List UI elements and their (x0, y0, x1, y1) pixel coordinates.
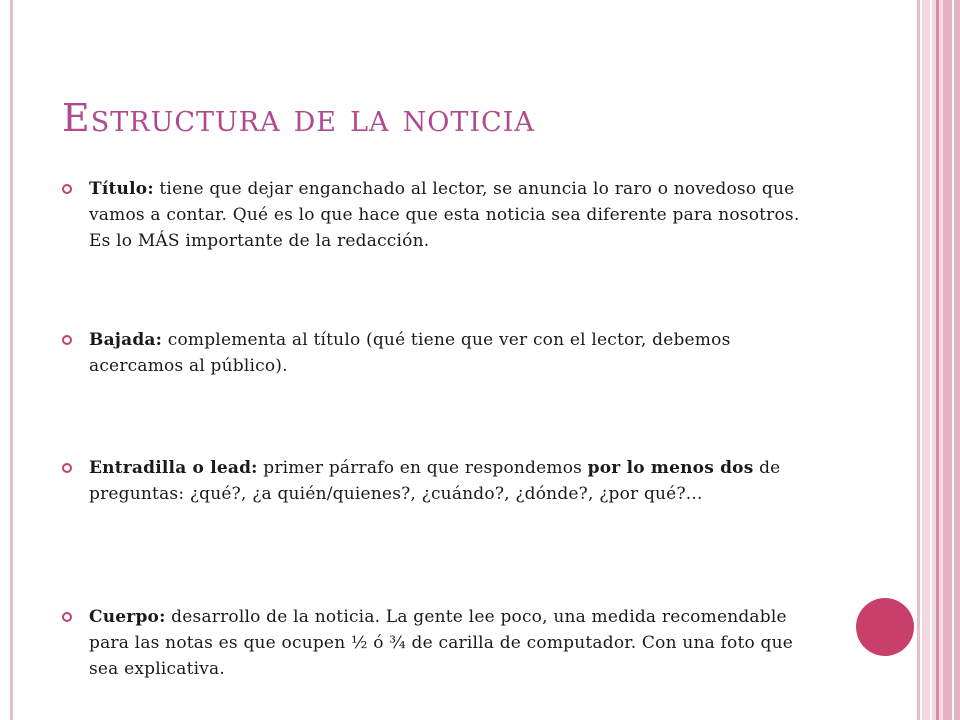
bullet-text (89, 327, 822, 379)
bullet-text (89, 455, 822, 507)
bullet-item-bajada (62, 327, 822, 379)
bullet-label: Bajada: (89, 330, 163, 350)
bullet-item-entradilla (62, 455, 822, 507)
bullet-label: Entradilla o lead: (89, 458, 258, 478)
bullet-item-titulo (62, 176, 822, 254)
bullet-label: Título: (89, 179, 154, 199)
bullet-circle-icon (62, 612, 72, 622)
right-stripe (936, 0, 939, 720)
slide-title: Estructura de la noticia (62, 96, 535, 140)
bullet-circle-icon (62, 184, 72, 194)
bullet-item-cuerpo (62, 604, 822, 682)
bullet-text (89, 176, 822, 254)
bullet-emphasis: por lo menos dos (587, 458, 754, 478)
bullet-label: Cuerpo: (89, 607, 166, 627)
bullet-text (89, 604, 822, 682)
bullet-circle-icon (62, 463, 72, 473)
right-stripe (952, 0, 954, 720)
bullet-body: de preguntas: ¿qué?, ¿a quién/quienes?, ¿cuándo?, ¿dónde?, ¿por qué?... (89, 458, 781, 504)
right-stripe (930, 0, 932, 720)
bullet-body: complementa al título (qué tiene que ver con el lector, debemos acercamos al público). (89, 330, 731, 376)
right-stripe (917, 0, 920, 720)
bullet-body: tiene que dejar enganchado al lector, se anuncia lo raro o novedoso que vamos a contar. Qué es lo que hace que esta noticia sea diferente para nosotros. Es lo MÁS importante de la redacción. (89, 179, 800, 251)
bullet-circle-icon (62, 335, 72, 345)
bullet-body: desarrollo de la noticia. La gente lee poco, una medida recomendable para las notas es que ocupen ½ ó ¾ de carilla de computador. Con una foto que sea explicativa. (89, 607, 794, 679)
left-frame-line (10, 0, 13, 720)
bullet-body: primer párrafo en que respondemos (257, 458, 588, 478)
decorative-circle (856, 598, 914, 656)
